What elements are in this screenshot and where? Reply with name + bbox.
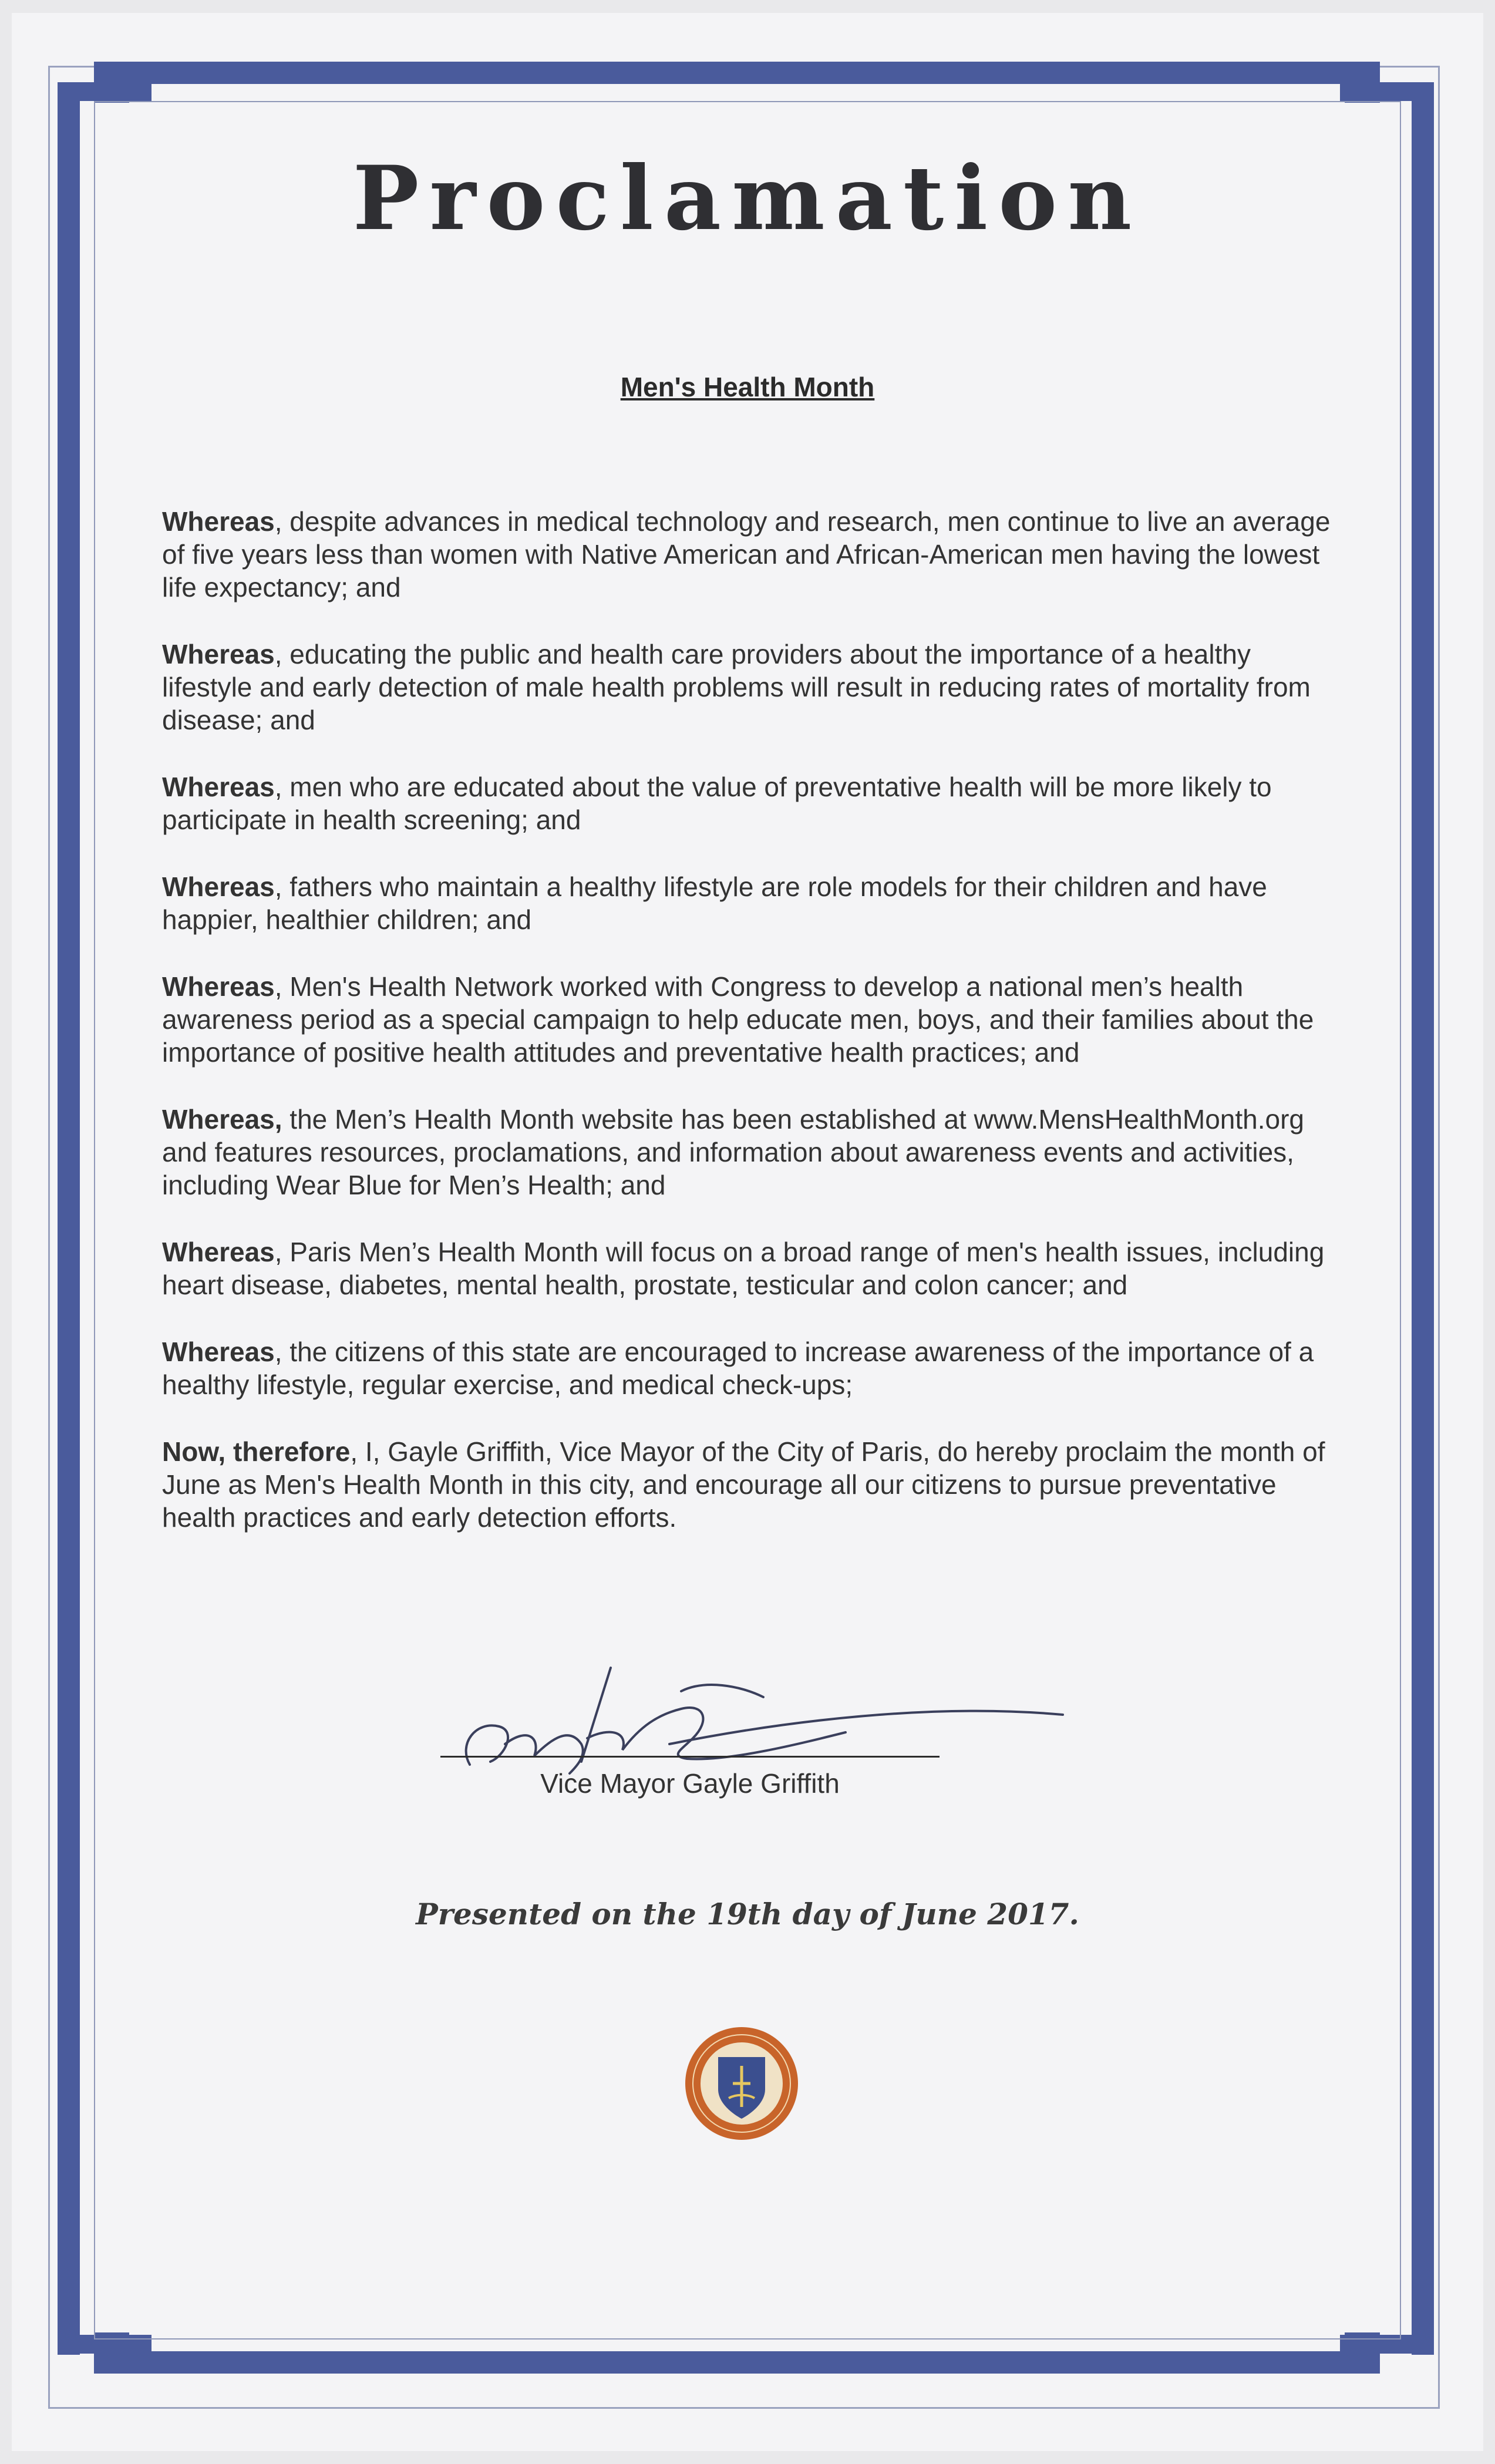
paragraph: [162, 1335, 1336, 1401]
paragraph: [162, 1103, 1336, 1201]
frame-corner: [58, 2261, 80, 2355]
paragraph: [162, 1435, 1336, 1534]
paragraph-lead: Whereas: [162, 971, 275, 1002]
frame-corner: [1345, 62, 1380, 103]
paragraph-lead: Now, therefore: [162, 1436, 351, 1467]
frame-corner: [94, 62, 129, 103]
signature-line: [440, 1756, 940, 1758]
frame-right: [1412, 153, 1434, 2284]
paragraph-text: , the citizens of this state are encouraged to increase awareness of the importance of a healthy lifestyle, regular exercise, and medical check-ups;: [162, 1337, 1314, 1400]
signer-name: Vice Mayor Gayle Griffith: [540, 1768, 840, 1799]
paragraph-text: , despite advances in medical technology and research, men continue to live an average of five years less than women with Native American and African-American men having the lowest life expectancy; and: [162, 506, 1331, 602]
paragraph-lead: Whereas: [162, 1337, 275, 1367]
paragraph: [162, 638, 1336, 736]
presented-date: Presented on the 19th day of June 2017.: [416, 1897, 1079, 1931]
frame-corner: [1412, 2261, 1434, 2355]
paragraph-text: , Men's Health Network worked with Congress to develop a national men’s health awareness period as a special campaign to help educate men, boys, and their families about the importance of positive health attitudes and preventative health practices; and: [162, 971, 1314, 1068]
page-title: Proclamation: [352, 147, 1143, 250]
paragraph-lead: Whereas: [162, 1237, 275, 1267]
paragraph-lead: Whereas: [162, 506, 275, 537]
city-seal: [683, 2025, 800, 2142]
paragraph-lead: Whereas: [162, 772, 275, 802]
signature: [435, 1656, 1069, 1785]
frame-left: [58, 153, 80, 2284]
paragraph-text: , educating the public and health care providers about the importance of a healthy lifestyle and early detection of male health problems will result in reducing rates of mortality from disease; and: [162, 639, 1311, 735]
paragraph: [162, 505, 1336, 604]
frame-top: [120, 62, 1353, 84]
paragraph-text: , men who are educated about the value of preventative health will be more likely to participate in health screening; and: [162, 772, 1272, 835]
paragraph-lead: Whereas,: [162, 1104, 282, 1135]
paragraph: [162, 970, 1336, 1069]
paragraph-text: , I, Gayle Griffith, Vice Mayor of the City of Paris, do hereby proclaim the month of June as Men's Health Month in this city, and encourage all our citizens to pursue preventative health practices and early detection efforts.: [162, 1436, 1325, 1533]
paragraph-text: , fathers who maintain a healthy lifestyle are role models for their children and have happier, healthier children; and: [162, 871, 1267, 935]
paragraph: [162, 870, 1336, 936]
paragraph: [162, 1236, 1336, 1301]
paragraph: [162, 770, 1336, 836]
paragraph-text: the Men’s Health Month website has been established at www.MensHealthMonth.org and features resources, proclamations, and information about awareness events and activities, including Wear Blue for Men’s Health; and: [162, 1104, 1304, 1200]
proclamation-body: [162, 505, 1336, 1568]
paragraph-lead: Whereas: [162, 871, 275, 902]
document-subtitle: Men's Health Month: [620, 372, 875, 402]
paragraph-text: , Paris Men’s Health Month will focus on a broad range of men's health issues, including heart disease, diabetes, mental health, prostate, testicular and colon cancer; and: [162, 1237, 1325, 1300]
frame-bottom: [120, 2351, 1353, 2374]
paragraph-lead: Whereas: [162, 639, 275, 669]
